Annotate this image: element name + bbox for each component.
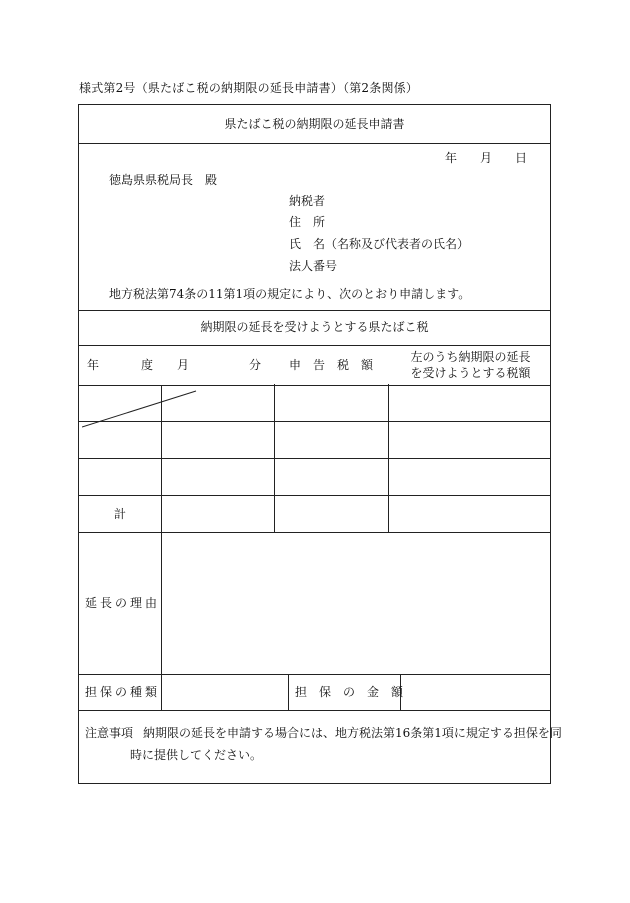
total-month-diagonal bbox=[82, 390, 197, 428]
header-month bbox=[177, 358, 261, 373]
header-month-char2: 分 bbox=[248, 358, 261, 372]
rule-collateral bbox=[79, 710, 550, 711]
application-statement: 地方税法第74条の11第1項の規定により、次のとおり申請します。 bbox=[109, 287, 471, 301]
rule-row2 bbox=[79, 458, 550, 459]
rule-total bbox=[79, 532, 550, 533]
header-declared-tax: 申 告 税 額 bbox=[289, 358, 374, 372]
addressee: 徳島県県税局長 殿 bbox=[109, 173, 218, 187]
header-year-char1: 年 bbox=[87, 358, 100, 372]
notes-line1: 納期限の延長を申請する場合には、地方税法第16条第1項に規定する担保を同 bbox=[143, 726, 562, 740]
header-extension-line2: を受けようとする税額 bbox=[410, 366, 531, 380]
col-rule-collateral-mid bbox=[288, 674, 289, 710]
rule-header bbox=[79, 385, 550, 386]
header-year bbox=[87, 358, 153, 373]
rule-applicant bbox=[79, 310, 550, 311]
header-year-char2: 度 bbox=[140, 358, 153, 372]
corp-number-label: 法人番号 bbox=[289, 259, 338, 273]
col-rule-reason bbox=[161, 532, 162, 710]
header-month-char1: 月 bbox=[177, 358, 190, 372]
rule-title bbox=[79, 143, 550, 144]
reason-label: 延長の理由 bbox=[85, 596, 161, 610]
notes-heading: 注意事項 bbox=[85, 726, 134, 740]
application-form bbox=[78, 104, 562, 784]
date-year-label: 年 bbox=[445, 151, 458, 165]
form-caption: 様式第2号（県たばこ税の納期限の延長申請書）（第2条関係） bbox=[79, 81, 419, 95]
date-day-label: 日 bbox=[515, 151, 528, 165]
rule-reason bbox=[79, 674, 550, 675]
name-label: 氏 名（名称及び代表者の氏名） bbox=[289, 237, 470, 251]
collateral-amount-label: 担 保 の 金 額 bbox=[295, 685, 404, 699]
form-title: 県たばこ税の納期限の延長申請書 bbox=[224, 117, 405, 131]
taxpayer-label: 納税者 bbox=[289, 194, 326, 208]
date-month-label: 月 bbox=[480, 151, 493, 165]
address-label: 住 所 bbox=[289, 215, 326, 229]
section-title: 納期限の延長を受けようとする県たばこ税 bbox=[200, 320, 429, 334]
notes-line2: 時に提供してください。 bbox=[130, 748, 263, 762]
header-extension-line1: 左のうち納期限の延長 bbox=[410, 350, 531, 364]
rule-row3 bbox=[79, 495, 550, 496]
collateral-type-label: 担保の種類 bbox=[85, 685, 161, 699]
total-label: 計 bbox=[113, 507, 126, 521]
